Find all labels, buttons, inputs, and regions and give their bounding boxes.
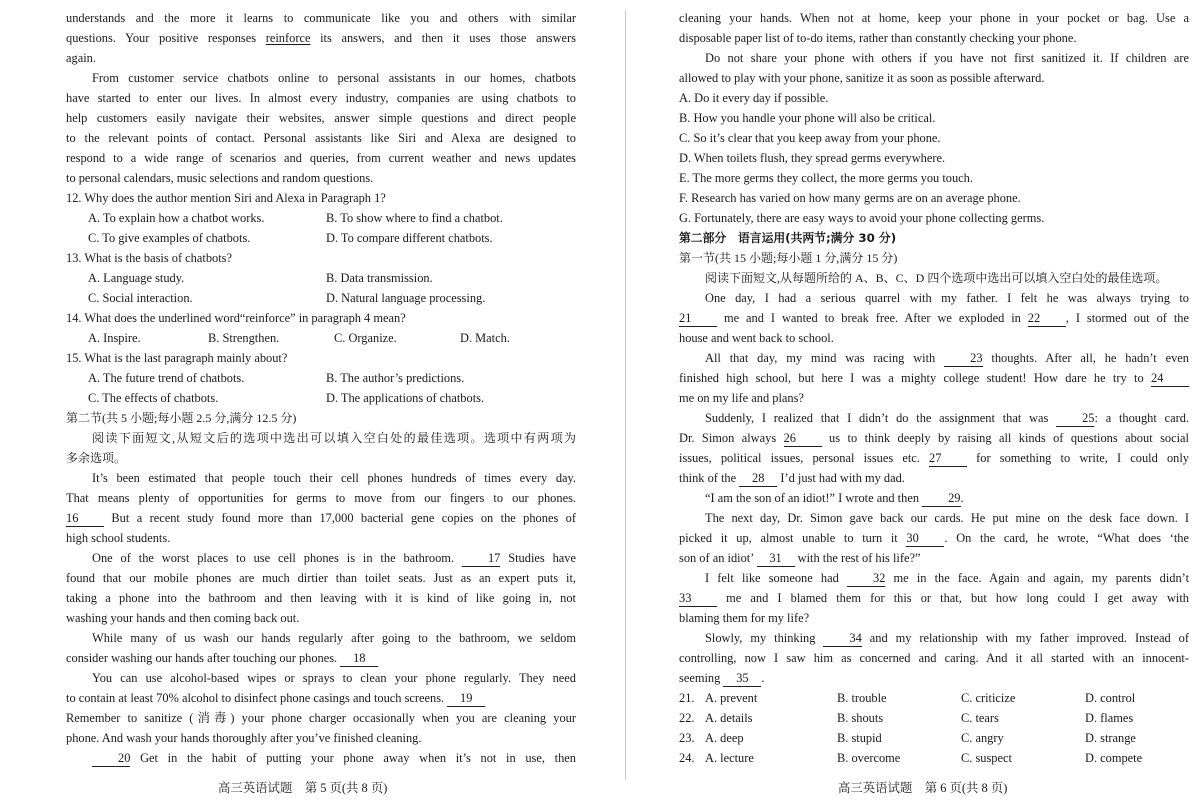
- text-line: controlling, now I saw him as concerned and caring. And it all started with an innocent-: [679, 651, 1189, 665]
- blank-16[interactable]: 16: [66, 511, 104, 527]
- blank-22[interactable]: 22: [1028, 311, 1066, 327]
- text-line: questions. Your positive responses reinforce its answers, and then it uses those answers: [66, 31, 576, 45]
- blank-20[interactable]: 20: [92, 751, 130, 767]
- text-line: issues, political issues, personal issues etc. 27 for something to write, I could only: [679, 451, 1189, 465]
- text-line: picked it up, almost unable to turn it 30 . On the card, he wrote, “What does ‘the: [679, 531, 1189, 545]
- question-21-options: 21. A. prevent B. trouble C. criticize D. control: [679, 691, 1136, 705]
- text-line: to personal calendars, music selections and random questions.: [66, 171, 374, 185]
- text-line: again.: [66, 51, 96, 65]
- text-line: to contain at least 70% alcohol to disinfect phone casings and touch screens. 19: [66, 688, 576, 708]
- blank-25[interactable]: 25: [1056, 411, 1094, 427]
- text-line: It’s been estimated that people touch their cell phones hundreds of times every day.: [92, 471, 576, 485]
- text-line: blaming them for my life?: [679, 611, 810, 625]
- text-line: consider washing our hands after touching our phones. 18: [66, 648, 576, 668]
- text-line: to the relevant points of contact. Personal assistants like Siri and Alexa are designed to: [66, 131, 576, 145]
- underlined-word-reinforce: reinforce: [265, 31, 311, 45]
- right-page-column: [679, 8, 1189, 768]
- text-line: have started to enter our lives. In almost every industry, companies are using chatbots to: [66, 91, 576, 105]
- part-2-section-1-title: 第一节(共 15 小题;每小题 1 分,满分 15 分): [679, 251, 898, 265]
- question-13-options-ab: A. Language study. B. Data transmission.: [88, 271, 433, 285]
- question-12-options-ab: A. To explain how a chatbot works. B. To show where to find a chatbot.: [88, 211, 503, 225]
- blank-21[interactable]: 21: [679, 311, 717, 327]
- text-line: finished high school, but here I was a mighty college student! How dare he try to 24: [679, 368, 1189, 388]
- page-footer-left: 高三英语试题 第 5 页(共 8 页): [218, 781, 388, 795]
- blank-35[interactable]: 35: [723, 671, 761, 687]
- question-14-options: A. Inspire. B. Strengthen. C. Organize. D. Match.: [88, 331, 510, 345]
- question-15-stem: 15. What is the last paragraph mainly about?: [66, 351, 288, 365]
- text-line: me on my life and plans?: [679, 391, 804, 405]
- blank-17[interactable]: 17: [462, 551, 500, 567]
- blank-27[interactable]: 27: [929, 451, 967, 467]
- text-line: Suddenly, I realized that I didn’t do the assignment that was 25: a thought card.: [705, 411, 1189, 425]
- option-e: E. The more germs they collect, the more germs you touch.: [679, 171, 973, 185]
- left-page-column: [66, 8, 576, 768]
- text-line: I felt like someone had 32 me in the face. Again and again, my parents didn’t: [705, 571, 1189, 585]
- option-g: G. Fortunately, there are easy ways to avoid your phone collecting germs.: [679, 211, 1045, 225]
- question-13-stem: 13. What is the basis of chatbots?: [66, 251, 232, 265]
- section-2-instructions: 多余选项。: [66, 451, 127, 465]
- blank-34[interactable]: 34: [823, 631, 861, 647]
- text-line: think of the 28 I’d just had with my dad.: [679, 471, 905, 485]
- question-15-options-cd: C. The effects of chatbots. D. The applications of chatbots.: [88, 391, 485, 405]
- blank-23[interactable]: 23: [944, 351, 982, 367]
- section-2-title: 第二节(共 5 小题;每小题 2.5 分,满分 12.5 分): [66, 411, 297, 425]
- text-line: One of the worst places to use cell phones is in the bathroom. 17 Studies have: [92, 551, 576, 565]
- text-line: allowed to play with your phone, sanitize it as soon as possible afterward.: [679, 71, 1045, 85]
- option-c: C. So it’s clear that you keep away from your phone.: [679, 131, 941, 145]
- text-line: cleaning your hands. When not at home, keep your phone in your pocket or bag. Use a: [679, 11, 1189, 25]
- text-line: One day, I had a serious quarrel with my father. I felt he was always trying to: [705, 291, 1189, 305]
- text-line: phone. And wash your hands thoroughly after you’ve finished cleaning.: [66, 731, 422, 745]
- question-15-options-ab: A. The future trend of chatbots. B. The author’s predictions.: [88, 371, 465, 385]
- blank-19[interactable]: 19: [447, 691, 485, 707]
- blank-26[interactable]: 26: [784, 431, 822, 447]
- text-line: house and went back to school.: [679, 331, 834, 345]
- section-2-instructions: 阅读下面短文,从短文后的选项中选出可以填入空白处的最佳选项。选项中有两项为: [92, 431, 576, 445]
- text-line: Remember to sanitize (消毒) your phone charger occasionally when you are cleaning your: [66, 711, 576, 725]
- blank-31[interactable]: 31: [757, 551, 795, 567]
- text-line: seeming 35 .: [679, 671, 765, 685]
- blank-18[interactable]: 18: [340, 651, 378, 667]
- question-23-options: 23. A. deep B. stupid C. angry D. strange: [679, 731, 1136, 745]
- text-line: “I am the son of an idiot!” I wrote and then 29.: [705, 491, 964, 505]
- option-d: D. When toilets flush, they spread germs everywhere.: [679, 151, 946, 165]
- text-line: Do not share your phone with others if you have not first sanitized it. If children are: [705, 51, 1189, 65]
- question-12-options-cd: C. To give examples of chatbots. D. To compare different chatbots.: [88, 231, 493, 245]
- question-22-options: 22. A. details B. shouts C. tears D. flames: [679, 711, 1134, 725]
- text-line: While many of us wash our hands regularly after going to the bathroom, we seldom: [92, 631, 576, 645]
- blank-33[interactable]: 33: [679, 591, 717, 607]
- question-12-stem: 12. Why does the author mention Siri and Alexa in Paragraph 1?: [66, 191, 386, 205]
- blank-24[interactable]: 24: [1151, 371, 1189, 387]
- text-line: taking a phone into the bathroom and then leaving with it is kind of like going in, not: [66, 591, 576, 605]
- text-line: 33 me and I blamed them for this or that, but how long could I get away with: [679, 591, 1189, 605]
- blank-28[interactable]: 28: [739, 471, 777, 487]
- text-line: You can use alcohol-based wipes or sprays to clean your phone regularly. They need: [92, 671, 576, 685]
- text-line: Dr. Simon always 26 us to think deeply by raising all kinds of questions about social: [679, 431, 1189, 445]
- option-b: B. How you handle your phone will also be critical.: [679, 111, 936, 125]
- text-line: high school students.: [66, 531, 171, 545]
- text-line: disposable paper list of to-do items, rather than constantly checking your phone.: [679, 31, 1077, 45]
- blank-32[interactable]: 32: [847, 571, 885, 587]
- page-divider: [625, 10, 626, 780]
- question-24-options: 24. A. lecture B. overcome C. suspect D. compete: [679, 751, 1143, 765]
- question-13-options-cd: C. Social interaction. D. Natural language processing.: [88, 291, 486, 305]
- text-line: 21 me and I wanted to break free. After we exploded in 22 , I stormed out of the: [679, 311, 1189, 325]
- text-line: 20 Get in the habit of putting your phone away when it’s not in use, then: [66, 748, 576, 768]
- blank-30[interactable]: 30: [906, 531, 944, 547]
- text-line: son of an idiot’ 31 with the rest of his life?”: [679, 551, 921, 565]
- text-line: understands and the more it learns to communicate like you and others with similar: [66, 11, 576, 25]
- part-2-instructions: 阅读下面短文,从每题所给的 A、B、C、D 四个选项中选出可以填入空白处的最佳选项。: [705, 271, 1168, 285]
- text-line: respond to a wide range of scenarios and queries, from current weather and news updates: [66, 151, 576, 165]
- option-f: F. Research has varied on how many germs are on an average phone.: [679, 191, 1021, 205]
- text-line: From customer service chatbots online to personal assistants in our homes, chatbots: [92, 71, 576, 85]
- part-2-title: 第二部分 语言运用(共两节;满分 30 分): [679, 231, 897, 245]
- text-line: washing your hands and then coming back out.: [66, 611, 300, 625]
- option-a: A. Do it every day if possible.: [679, 91, 829, 105]
- question-14-stem: 14. What does the underlined word“reinforce” in paragraph 4 mean?: [66, 311, 406, 325]
- text-line: The next day, Dr. Simon gave back our cards. He put mine on the desk face down. I: [705, 511, 1189, 525]
- page-footer-right: 高三英语试题 第 6 页(共 8 页): [838, 781, 1008, 795]
- text-line: All that day, my mind was racing with 23 thoughts. After all, he hadn’t even: [705, 351, 1189, 365]
- text-line: found that our mobile phones are much dirtier than toilet seats. Just as an expert puts it,: [66, 571, 576, 585]
- text-line: help customers easily navigate their websites, answer simple questions and direct people: [66, 111, 576, 125]
- text-line: 16 But a recent study found more than 17,000 bacterial gene copies on the phones of: [66, 511, 576, 525]
- text-line: Slowly, my thinking 34 and my relationship with my father improved. Instead of: [705, 631, 1189, 645]
- blank-29[interactable]: 29: [922, 491, 960, 507]
- text-line: That means plenty of opportunities for germs to move from our fingers to our phones.: [66, 491, 576, 505]
